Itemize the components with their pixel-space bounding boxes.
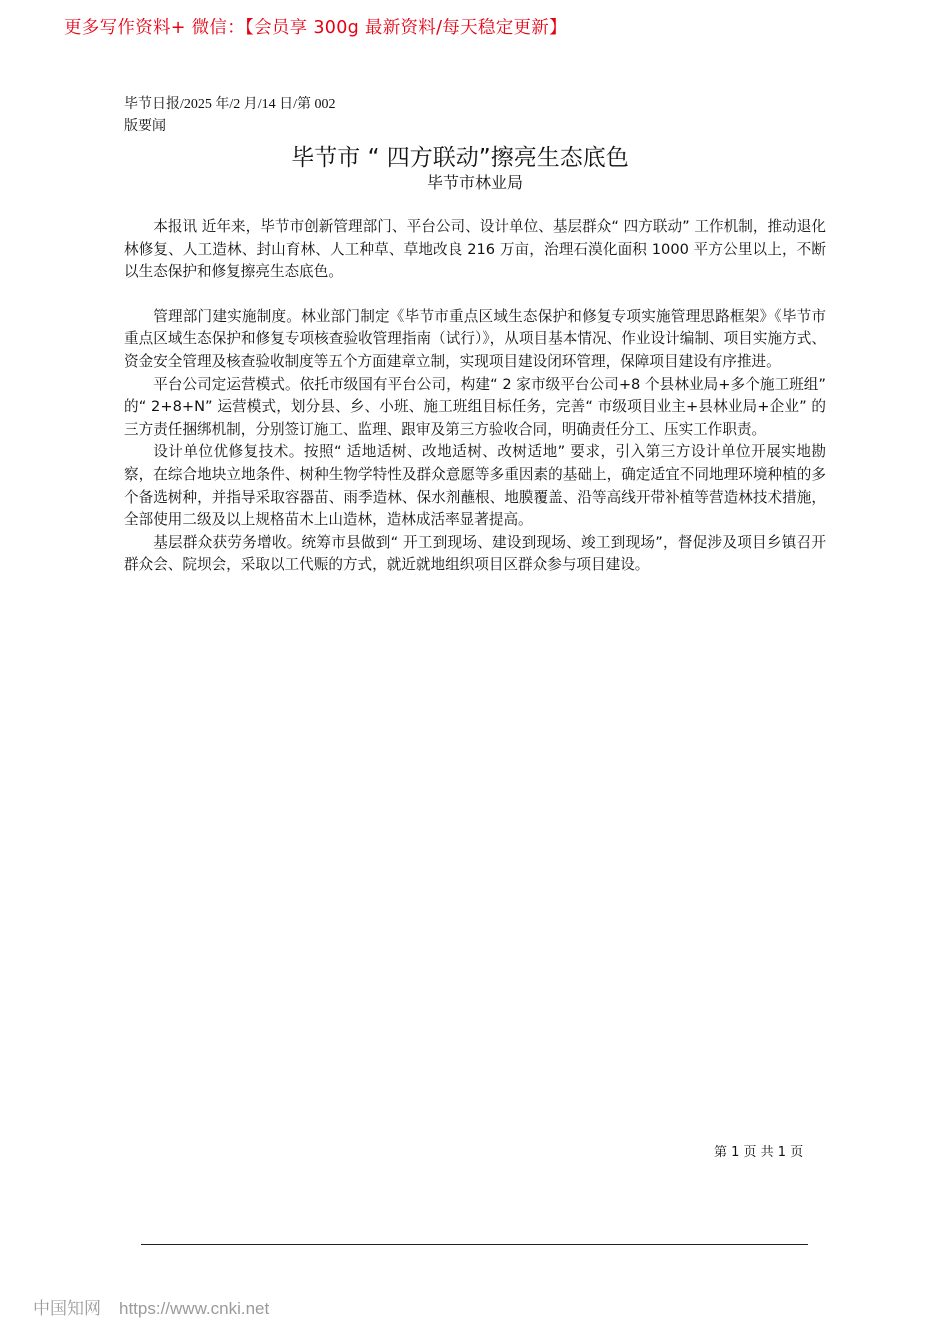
- publication-info-line1: 毕节日报/2025 年/2 月/14 日/第 002: [124, 97, 336, 112]
- page-number: 第 1 页 共 1 页: [714, 1145, 804, 1160]
- footer-divider: [141, 1244, 808, 1245]
- article-paragraph: 管理部门建实施制度。林业部门制定《毕节市重点区域生态保护和修复专项实施管理思路框架》《毕节市重点区域生态保护和修复专项核查验收管理指南（试行）》，从项目基本情况、作业设计编制、项目实施方式、资金安全管理及核查验收制度等五个方面建章立制，实现项目建设闭环管理，保障项目建设有序推进。: [124, 307, 826, 370]
- footer-brand: 中国知网: [33, 1299, 101, 1319]
- article-paragraph: 基层群众获劳务增收。统筹市县做到“ 开工到现场、建设到现场、竣工到现场”，督促涉及项目乡镇召开群众会、院坝会，采取以工代赈的方式，就近就地组织项目区群众参与项目建设。: [124, 533, 826, 574]
- article-paragraph: 设计单位优修复技术。按照“ 适地适树、改地适树、改树适地” 要求，引入第三方设计单位开展实地勘察，在综合地块立地条件、树种生物学特性及群众意愿等多重因素的基础上，确定适宜不同地理环境种植的多个备选树种，并指导采取容器苗、雨季造林、保水剂蘸根、地膜覆盖、沿等高线开带补植等营造林技术措施，全部使用二级及以上规格苗木上山造林，造林成活率显著提高。: [124, 443, 826, 529]
- footer-site-link[interactable]: https://www.cnki.net: [119, 1299, 270, 1318]
- article-paragraph: 平台公司定运营模式。依托市级国有平台公司，构建“ 2 家市级平台公司+8 个县林业局+多个施工班组” 的“ 2+8+N” 运营模式，划分县、乡、小班、施工班组目标任务，完善“ 市级项目业主+县林业局+企业” 的三方责任捆绑机制，分别签订施工、监理、跟审及第三方验收合同，明确责任分工、压实工作职责。: [124, 375, 826, 438]
- footer-watermark: [33, 1294, 269, 1319]
- publication-info-line2: 版要闻: [124, 119, 166, 134]
- article-body: [124, 216, 826, 577]
- publication-info: [124, 94, 336, 138]
- article-author: 毕节市林业局: [426, 173, 523, 192]
- article-paragraph-lead: 本报讯 近年来，毕节市创新管理部门、平台公司、设计单位、基层群众“ 四方联动” 工作机制，推动退化林修复、人工造林、封山育林、人工种草、草地改良 216 万亩，治理石漠化面积 1000 平方公里以上，不断以生态保护和修复擦亮生态底色。: [124, 218, 826, 281]
- promo-banner: 更多写作资料+ 微信：【会员享 300g 最新资料/每天稳定更新】: [64, 18, 567, 38]
- article-title: 毕节市 “ 四方联动”擦亮生态底色: [291, 145, 629, 171]
